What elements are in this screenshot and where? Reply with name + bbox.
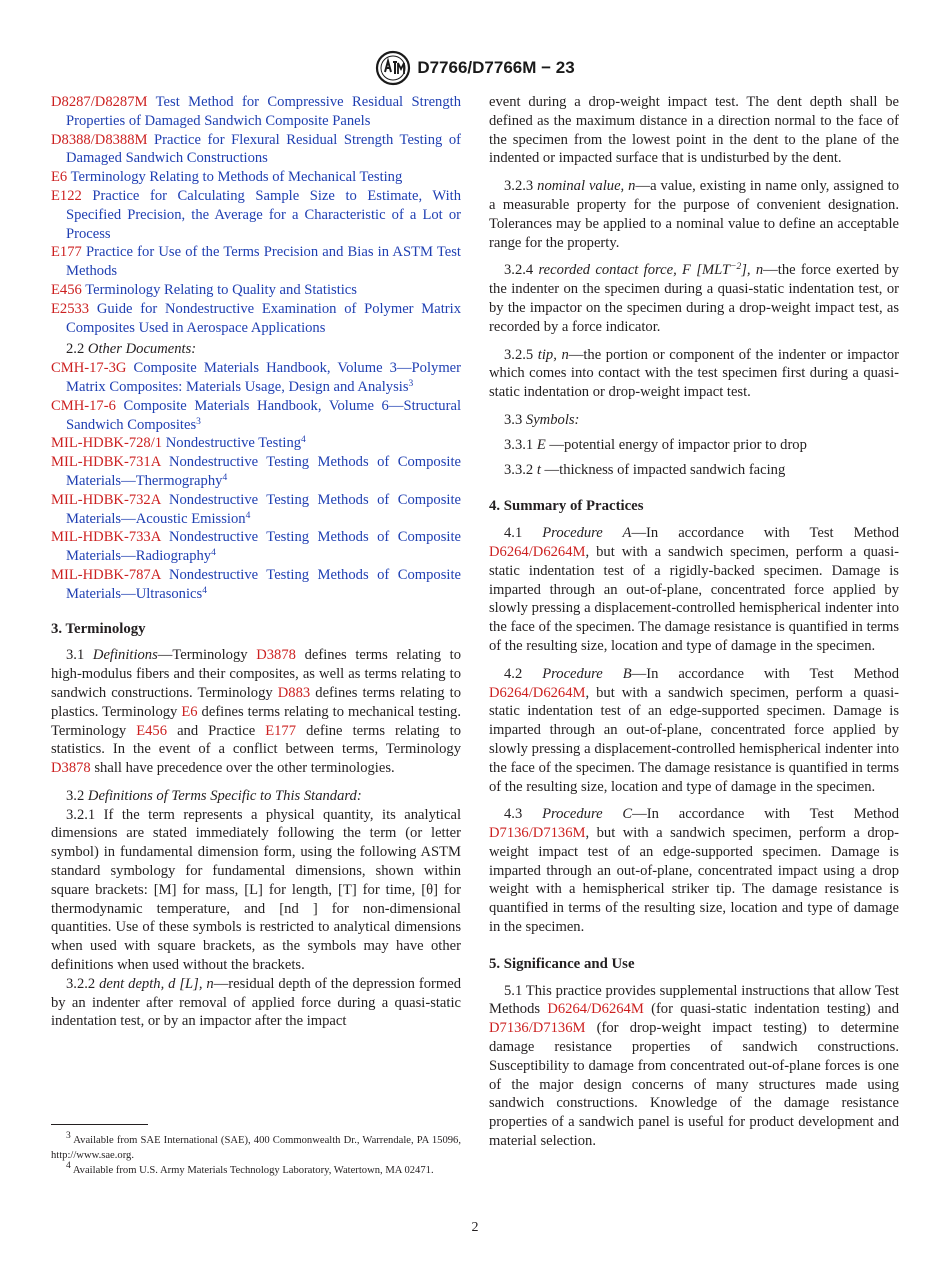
term-label: tip, n [537,346,569,363]
term-label: Definitions [92,647,158,664]
reference-link[interactable]: E177 [265,722,297,739]
reference-title: Terminology Relating to Quality and Statistics [85,281,357,298]
footnote-marker: 4 [202,585,207,596]
reference-item[interactable] [51,359,461,397]
reference-item[interactable] [51,300,461,338]
reference-link[interactable]: D3878 [51,760,91,777]
footnote-marker: 4 [66,1161,71,1171]
page-header [0,50,950,86]
footnote-text: Available from SAE International (SAE), 400 Commonwealth Dr., Warrendale, PA 15096, http://www.sae.org. [51,1135,461,1161]
left-column [51,93,461,1031]
text-run: define terms relating to statistics. In the event of a conflict between terms, Terminology [51,722,461,758]
reference-code[interactable]: CMH-17-3G [51,360,127,377]
reference-link[interactable]: D6264/D6264M [489,684,586,701]
reference-title: Nondestructive Testing Methods of Composite Materials—Ultrasonics [66,566,461,602]
reference-item[interactable] [51,528,461,566]
footnote-text: Available from U.S. Army Materials Technology Laboratory, Watertown, MA 02471. [70,1165,434,1176]
text-run: defines terms relating to high-modulus fibers and their composites, as well as terms relating to sandwich constructions. Terminology [51,647,461,701]
footnote [51,1163,461,1178]
reference-link[interactable]: E6 [181,703,198,720]
section-number: 4.3 [504,806,523,823]
reference-title: Practice for Calculating Sample Size to Estimate, With Specified Precision, the Average for a Characteristic of a Lot or Process [66,187,461,242]
footnote-marker: 4 [245,510,251,521]
footnote-marker: 4 [222,472,228,483]
reference-code[interactable]: MIL-HDBK-728/1 [51,435,163,452]
section-number: 3.2.4 [504,262,534,279]
reference-title: Terminology Relating to Methods of Mechanical Testing [70,169,403,186]
text-run: , but with a sandwich specimen, perform a quasi-static indentation test of an edge-supported specimen. Damage is imparted through an out-of-plane, concentrated force applied by slowly pressing a displacement-controlled hemispherical indenter into the face of the specimen. The damage resistance is quantified in terms of the resulting size, location and type of damage in the specimen. [489,684,899,795]
reference-title: Nondestructive Testing [165,435,302,452]
footnote-marker: 4 [211,548,216,559]
text-run: defines terms relating to plastics. Terminology [51,684,461,720]
term-label: Procedure B [542,665,632,682]
reference-item[interactable] [51,168,461,187]
section-heading-terminology: 3. Terminology [51,620,146,637]
text-run: —In accordance with Test Method [631,525,899,542]
astm-logo-icon [375,50,411,86]
text-run: —Terminology [157,647,257,664]
term-label: Procedure A [542,525,632,542]
reference-code[interactable]: MIL-HDBK-733A [51,529,161,546]
page-number: 2 [471,1220,479,1235]
symbol: E [536,436,546,453]
paragraph-3-2-2-continued: event during a drop-weight impact test. The dent depth shall be defined as the maximum distance in a direction normal to the face of the specimen from the lowest point in the dent to the plane of the indented or impacted surface that is undisturbed by the dent. [489,94,899,167]
section-heading-significance: 5. Significance and Use [489,955,635,972]
reference-code[interactable]: D8287/D8287M [51,94,148,110]
text-run: —residual depth of the depression formed by an indenter after removal of applied force during a quasi-static indentation test, or by an impactor after the impact [51,975,462,1030]
footnote [51,1133,461,1163]
reference-item[interactable] [51,453,461,491]
text-run: —In accordance with Test Method [632,806,899,823]
footnote-divider [51,1124,148,1125]
paragraph-3-2-5 [489,346,899,402]
text-run: —thickness of impacted sandwich facing [540,461,786,478]
exponent: −2 [730,262,742,273]
text-run: (for drop-weight impact testing) to determine damage resistance properties of sandwich constructions. Susceptibility to damage from concentrated out-of-plane forces is one of the major design concerns of many structures made using sandwich constructions. Knowledge of the damage resistance properties of a sandwich panel is useful for product development and material selection. [489,1020,899,1150]
reference-list-other [51,359,461,603]
reference-code[interactable]: MIL-HDBK-787A [51,566,161,583]
reference-link[interactable]: D883 [277,684,311,701]
reference-code[interactable]: E122 [51,187,82,204]
paragraph-3-3-1 [489,436,899,455]
reference-code[interactable]: E177 [51,244,82,261]
paragraph-4-3 [489,805,899,937]
section-number: 3.2.5 [504,346,534,363]
right-column [489,93,899,1151]
reference-item[interactable] [51,281,461,300]
section-number: 3.2.2 [66,975,96,992]
paragraph-3-1 [51,646,461,778]
subsection-heading [51,340,461,359]
reference-title: Composite Materials Handbook, Volume 6—Structural Sandwich Composites [66,397,461,433]
section-number: 2.2 [66,341,85,358]
text-run: , but with a sandwich specimen, perform a drop-weight impact test of an edge-supported specimen. Damage is imparted through an out-of-plane, concentrated impact using a drop weight with a hemispherical striker tip. The damage resistance is quantified in terms of the resulting size, location and type of damage in the specimen. [489,825,899,936]
section-heading-summary: 4. Summary of Practices [489,498,644,515]
term-label-end: ], n [741,262,764,279]
section-number: 3.3 [504,411,523,428]
paragraph-4-2 [489,665,899,797]
paragraph-5-1 [489,982,899,1151]
reference-title: Composite Materials Handbook, Volume 3—Polymer Matrix Composites: Materials Usage, Design and Analysis [66,360,462,395]
reference-title: Nondestructive Testing Methods of Composite Materials—Thermography [66,454,461,489]
paragraph-3-2 [51,787,461,806]
text-run: 5.1 This practice provides supplemental instructions that allow Test Methods [489,982,899,1018]
paragraph-3-2-3 [489,177,899,252]
section-number: 3.2 [66,787,85,804]
text-run: —the force exerted by the indenter on the specimen during a quasi-static indentation test, or by the impactor on the specimen during a drop-weight impact test, as recorded by a force indicator. [489,262,900,335]
paragraph-3-3-2 [489,461,899,480]
section-number: 4.2 [504,665,523,682]
reference-title: Practice for Flexural Residual Strength Testing of Damaged Sandwich Constructions [66,131,461,167]
text-run: shall have precedence over the other terminologies. [90,760,395,777]
reference-item[interactable] [51,243,461,281]
reference-link[interactable]: D7136/D7136M [489,825,586,842]
reference-item[interactable] [51,93,461,131]
text-run: (for quasi-static indentation testing) and [643,1001,899,1018]
reference-title: Test Method for Compressive Residual Strength Properties of Damaged Sandwich Composite Panels [66,94,461,129]
text-run: —In accordance with Test Method [631,665,899,682]
text-run: —a value, existing in name only, assigned to a measurable property for the purpose of convenient designation. Tolerances may be applied to a nominal value to define an acceptable range for the property. [489,178,899,251]
reference-title: Practice for Use of the Terms Precision and Bias in ASTM Test Methods [66,244,461,280]
reference-item[interactable] [51,491,461,529]
paragraph-3-2-4 [489,261,899,336]
reference-link[interactable]: E456 [136,722,168,739]
reference-code[interactable]: MIL-HDBK-731A [51,454,161,471]
symbol: t [536,461,541,478]
term-label-text: recorded contact force, F [MLT [538,262,731,279]
term-label: dent depth, d [L], n [99,975,214,992]
reference-link[interactable]: D6264/D6264M [489,543,586,560]
section-number: 3.3.2 [504,461,534,478]
section-number: 3.2.3 [504,178,534,195]
footnote-marker: 3 [196,416,201,427]
reference-link[interactable]: D6264/D6264M [547,1001,644,1018]
reference-code[interactable]: E456 [51,281,82,298]
footnote-marker: 3 [66,1131,71,1141]
paragraph-3-2-2 [51,975,461,1031]
footnotes [51,1133,461,1178]
paragraph-3-2-1: 3.2.1 If the term represents a physical quantity, its analytical dimensions are stated immediately following the term (or letter symbol) in fundamental dimension form, using the following ASTM standard symbology for fundamental dimensions, shown within square brackets: [M] for mass, [L] for length, [T] for time, [θ] for thermodynamic temperature, and [nd ] for non-dimensional quantities. Use of these symbols is restricted to analytical dimensions when used with square brackets, as the symbols may have other definitions when used without the brackets. [51,806,461,974]
text-run: defines terms relating to mechanical testing. Terminology [51,703,461,739]
reference-code[interactable]: D8388/D8388M [51,131,148,148]
reference-code[interactable]: E6 [51,169,68,186]
subsection-title: Other Documents: [87,341,197,358]
reference-item[interactable] [51,566,461,604]
footnote-marker: 3 [408,378,414,389]
reference-list-astm [51,93,461,337]
text-run: —the portion or component of the indenter or impactor which comes into contact with the test specimen first during a quasi-static indentation or drop-weight impact test. [489,346,899,401]
reference-code[interactable]: E2533 [51,300,90,317]
reference-link[interactable]: D7136/D7136M [489,1020,586,1037]
section-number: 4.1 [504,525,523,542]
reference-code[interactable]: MIL-HDBK-732A [51,491,161,508]
term-label: Symbols: [525,411,580,428]
reference-item[interactable] [51,434,461,453]
paragraph-3-3 [489,411,899,430]
reference-title: Nondestructive Testing Methods of Composite Materials—Acoustic Emission [66,491,461,527]
reference-item[interactable] [51,131,461,169]
term-label: nominal value, n [537,178,636,195]
reference-item[interactable] [51,397,461,435]
reference-item[interactable] [51,187,461,243]
text-run: and Practice [167,722,266,739]
term-label: Definitions of Terms Specific to This Standard: [87,787,362,804]
term-label: Procedure C [542,806,633,823]
reference-title: Guide for Nondestructive Examination of Polymer Matrix Composites Used in Aerospace Applications [66,300,461,336]
section-number: 3.1 [66,647,85,664]
paragraph-4-1 [489,524,899,656]
text-run: —potential energy of impactor prior to drop [545,436,807,453]
reference-title: Nondestructive Testing Methods of Composite Materials—Radiography [66,529,461,565]
footnote-marker: 4 [301,435,306,446]
term-label [539,262,764,278]
text-run: , but with a sandwich specimen, perform a quasi-static indentation test of a rigidly-backed specimen. Damage is imparted through an out-of-plane, concentrated force applied by slowly pressing a displacement-controlled hemispherical indenter into the face of the specimen. The damage resistance is quantified in terms of the resulting size, location and type of damage in the specimen. [489,543,899,654]
reference-link[interactable]: D3878 [256,647,296,664]
section-number: 3.3.1 [504,436,534,453]
document-designation: D7766/D7766M − 23 [417,58,575,77]
reference-code[interactable]: CMH-17-6 [51,397,116,414]
